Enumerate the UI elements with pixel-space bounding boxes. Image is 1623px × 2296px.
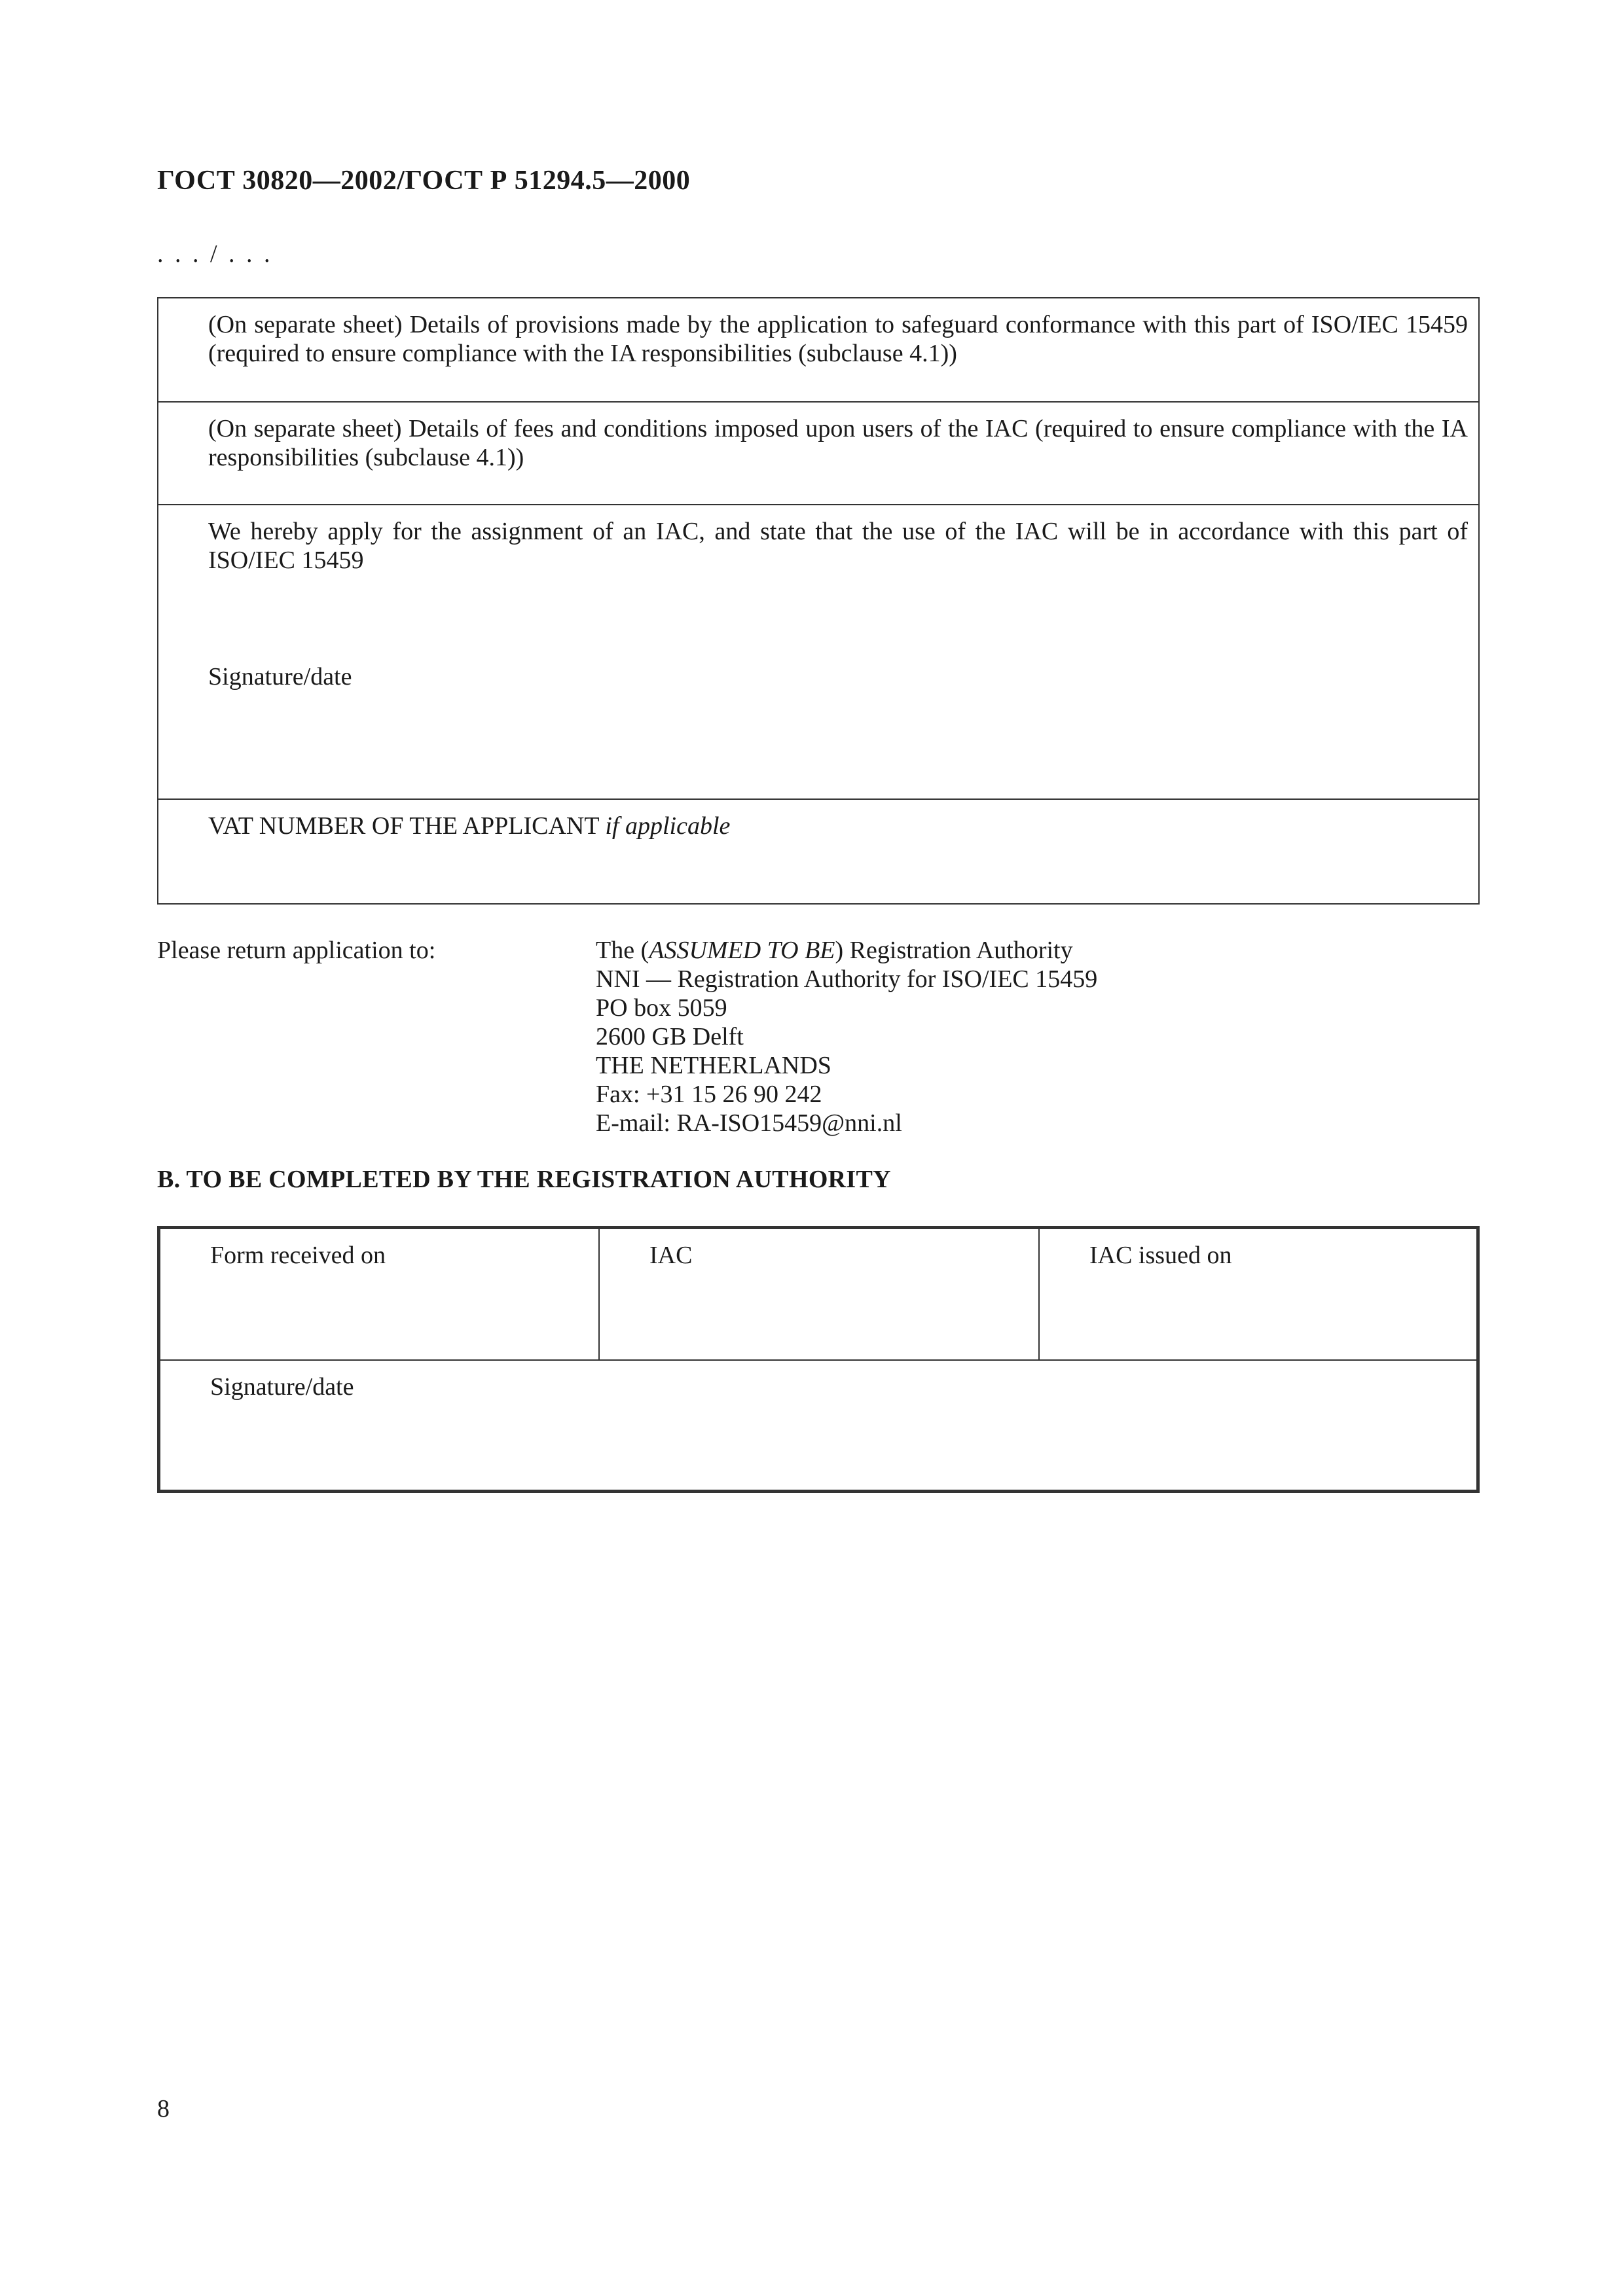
vat-label-main: VAT NUMBER OF THE APPLICANT — [208, 812, 599, 840]
address-line-city: 2600 GB Delft — [596, 1023, 744, 1050]
authority-fields-row — [160, 1229, 1476, 1361]
fees-text: (On separate sheet) Details of fees and conditions imposed upon users of the IAC (required to ensure compliance with the IA responsibilities (subclause 4.1)) — [208, 415, 1468, 471]
address-line-fax: Fax: +31 15 26 90 242 — [596, 1081, 822, 1108]
address-line1-prefix: The ( — [596, 937, 649, 964]
address-line1-suffix: ) Registration Authority — [835, 937, 1073, 964]
vat-number-row — [158, 800, 1478, 903]
address-line-country: THE NETHERLANDS — [596, 1052, 831, 1079]
provisions-row — [158, 298, 1478, 403]
continuation-marker: . . . / . . . — [157, 240, 273, 268]
page-number: 8 — [157, 2095, 170, 2123]
vat-label-qualifier: if applicable — [605, 812, 731, 840]
applicant-signature-label: Signature/date — [208, 663, 352, 691]
iac-issued-label: IAC issued on — [1089, 1242, 1232, 1269]
address-line1-italic: ASSUMED TO BE — [649, 937, 835, 964]
return-address-block — [596, 936, 1097, 1138]
page-title: ГОСТ 30820—2002/ГОСТ Р 51294.5—2000 — [157, 166, 691, 196]
address-line-nni: NNI — Registration Authority for ISO/IEC 15459 — [596, 965, 1098, 993]
iac-label: IAC — [649, 1242, 693, 1269]
authority-signature-label: Signature/date — [210, 1373, 354, 1401]
form-received-cell — [160, 1229, 600, 1359]
return-instruction-label: Please return application to: — [157, 937, 436, 964]
address-line-po-box: PO box 5059 — [596, 994, 727, 1022]
section-b-heading: B. TO BE COMPLETED BY THE REGISTRATION AUTHORITY — [157, 1166, 891, 1193]
iac-cell — [600, 1229, 1040, 1359]
iac-issued-cell — [1040, 1229, 1476, 1359]
registration-authority-form — [157, 1226, 1480, 1493]
address-line-email: E-mail: RA-ISO15459@nni.nl — [596, 1109, 902, 1137]
provisions-text: (On separate sheet) Details of provisions made by the application to safeguard conformance with this part of ISO/IEC 15459 (required to ensure compliance with the IA responsibilities (subclause 4.1)) — [208, 311, 1468, 367]
authority-signature-row — [160, 1361, 1476, 1401]
fees-row — [158, 403, 1478, 505]
address-line-authority — [596, 936, 1097, 965]
application-form-part-a — [157, 297, 1480, 905]
application-statement-row — [158, 505, 1478, 800]
vat-number-label — [208, 812, 1468, 840]
application-statement-text: We hereby apply for the assignment of an IAC, and state that the use of the IAC will be in accordance with this part of ISO/IEC 15459 — [208, 518, 1468, 574]
form-received-label: Form received on — [210, 1242, 386, 1269]
